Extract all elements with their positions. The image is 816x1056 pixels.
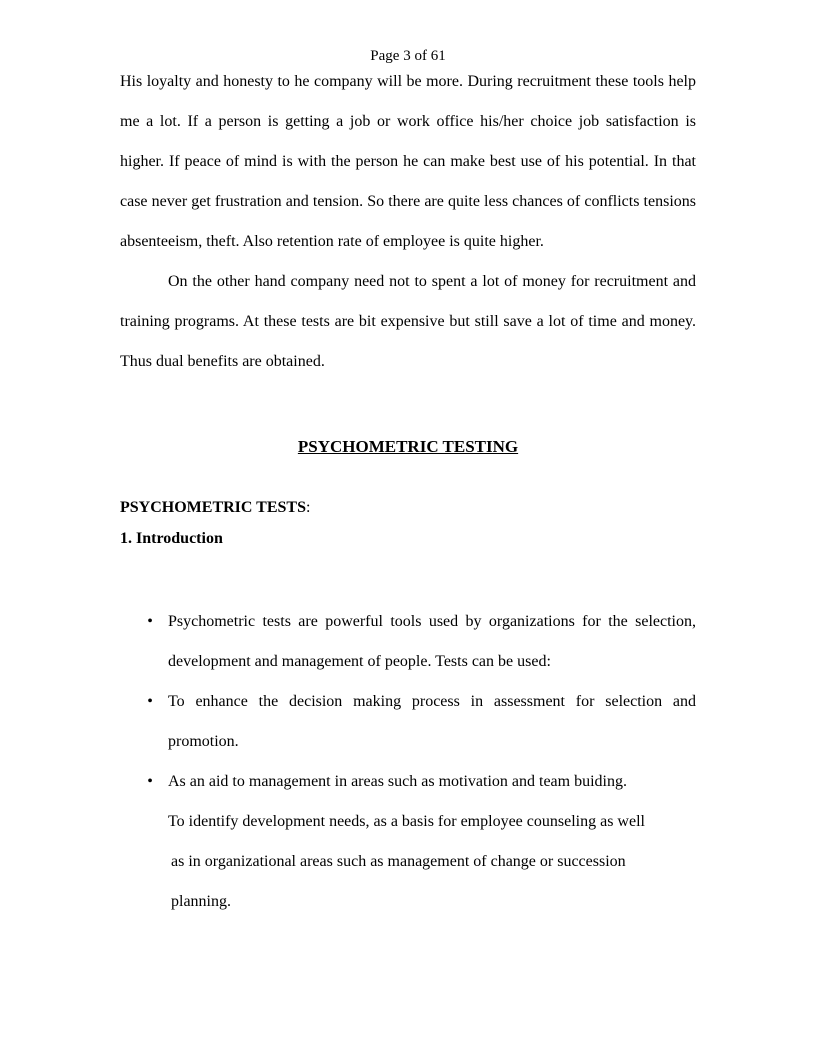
list-item-text: Psychometric tests are powerful tools used by organizations for the selection, development and management of people. Tests can be used: bbox=[168, 613, 696, 670]
bullet-list bbox=[120, 602, 696, 802]
tests-heading-text: PSYCHOMETRIC TESTS bbox=[120, 499, 306, 516]
tests-heading bbox=[120, 496, 696, 520]
paragraph-cost-benefits: On the other hand company need not to spent a lot of money for recruitment and training programs. At these tests are bit expensive but still save a lot of time and money. Thus dual benefits are obtained. bbox=[120, 273, 696, 370]
list-item bbox=[120, 682, 696, 762]
tests-heading-colon: : bbox=[305, 499, 311, 516]
bullet-icon: • bbox=[147, 693, 153, 710]
page-number: Page 3 of 61 bbox=[370, 48, 446, 64]
list-item-text: To enhance the decision making process in assessment for selection and promotion. bbox=[168, 693, 696, 750]
continuation-line: planning. bbox=[171, 893, 231, 910]
continuation-line: To identify development needs, as a basis for employee counseling as well bbox=[168, 813, 645, 830]
section-title: PSYCHOMETRIC TESTING bbox=[297, 437, 519, 456]
document-body bbox=[120, 62, 696, 922]
list-item-text: As an aid to management in areas such as motivation and team buiding. bbox=[168, 773, 627, 790]
continuation-line: as in organizational areas such as management of change or succession bbox=[171, 853, 626, 870]
bullet-icon: • bbox=[147, 773, 153, 790]
list-item bbox=[120, 762, 696, 802]
list-item bbox=[120, 602, 696, 682]
paragraph-loyalty: His loyalty and honesty to he company will be more. During recruitment these tools help me a lot. If a person is getting a job or work office his/her choice job satisfaction is higher. If peace of mind is with the person he can make best use of his potential. In that case never get frustration and tension. So there are quite less chances of conflicts tensions absenteeism, theft. Also retention rate of employee is quite higher. bbox=[120, 73, 696, 250]
bullet-continuation-text bbox=[120, 802, 696, 922]
introduction-heading: 1. Introduction bbox=[120, 530, 223, 547]
bullet-icon: • bbox=[147, 613, 153, 630]
